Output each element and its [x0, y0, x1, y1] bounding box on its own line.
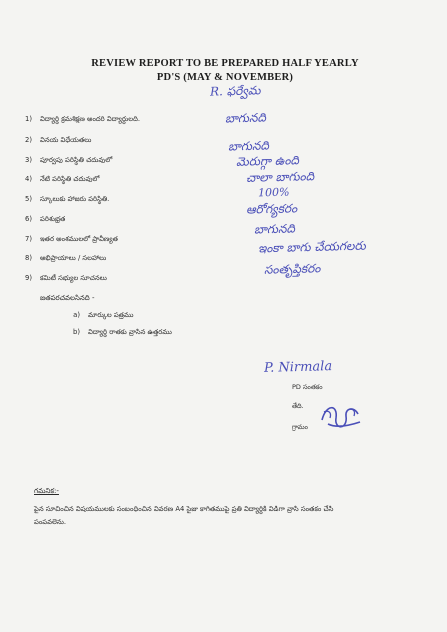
question-9: 9) కమిటీ సభ్యుల సూచనలు [25, 274, 107, 282]
question-3: 3) పూర్వపు పరిస్థితి చదువులో [25, 156, 113, 164]
village-handwriting-mark [318, 400, 364, 436]
handwritten-answer-7: బాగునది [253, 221, 296, 237]
handwritten-answer-8: ఇంకా బాగు చేయగలరు [257, 238, 366, 256]
date-label: తేది. [292, 402, 304, 410]
handwritten-answer-1: R. ఫర్వేమ [209, 83, 261, 99]
note-heading: గమనిక:- [34, 487, 59, 495]
note-line-2: పంపవలెను. [34, 518, 67, 526]
question-5: 5) స్కూలుకు హాజరు పరిస్థితి. [25, 195, 110, 203]
handwritten-answer-4: మెరుగ్గా ఉంది [235, 153, 300, 169]
question-7: 7) ఇతర అంశములలో ప్రావీణ్యత [25, 235, 118, 243]
handwritten-answer-5b: 100% [257, 185, 290, 200]
handwritten-answer-9: సంతృప్తికరం [263, 261, 321, 277]
question-4: 4) నేటి పరిస్థితి చదువులో [25, 175, 100, 183]
attachments-label: జతపరచవలసినది - [40, 294, 95, 302]
village-label: గ్రామం [292, 423, 308, 431]
report-subtitle: PD'S (MAY & NOVEMBER) [156, 72, 294, 83]
handwritten-answer-2: బాగునది [224, 110, 267, 126]
report-title: REVIEW REPORT TO BE PREPARED HALF YEARLY [91, 58, 359, 69]
pd-signature: P. Nirmala [263, 359, 333, 376]
pd-signature-label: PD సంతకం [292, 383, 323, 391]
handwritten-answer-5: చాలా బాగుంది [245, 169, 315, 185]
handwritten-answer-3: బాగునది [227, 138, 270, 154]
question-6: 6) పరిశుభ్రత [25, 215, 66, 223]
question-1: 1) విద్యార్థి క్రమశిక్షణ అందరి విద్యార్థులది. [25, 115, 141, 123]
handwritten-answer-6: ఆరోగ్యకరం [245, 201, 298, 217]
question-8: 8) అభిప్రాయాలు / సలహాలు [25, 254, 107, 262]
attachment-item-a: a) మార్కుల పత్రము [73, 311, 134, 319]
note-line-1: పైన సూచించిన విషయములకు సంబంధించిన వివరణ A4 సైజు కాగితముపై ప్రతి విద్యార్థికి విడిగా వ్రాసి సంతకం చేసి [34, 505, 334, 513]
question-2: 2) వినయ విధేయతలు [25, 136, 92, 144]
attachment-item-b: b) విద్యార్థి రాతకు వ్రాసిన ఉత్తరము [73, 328, 172, 336]
